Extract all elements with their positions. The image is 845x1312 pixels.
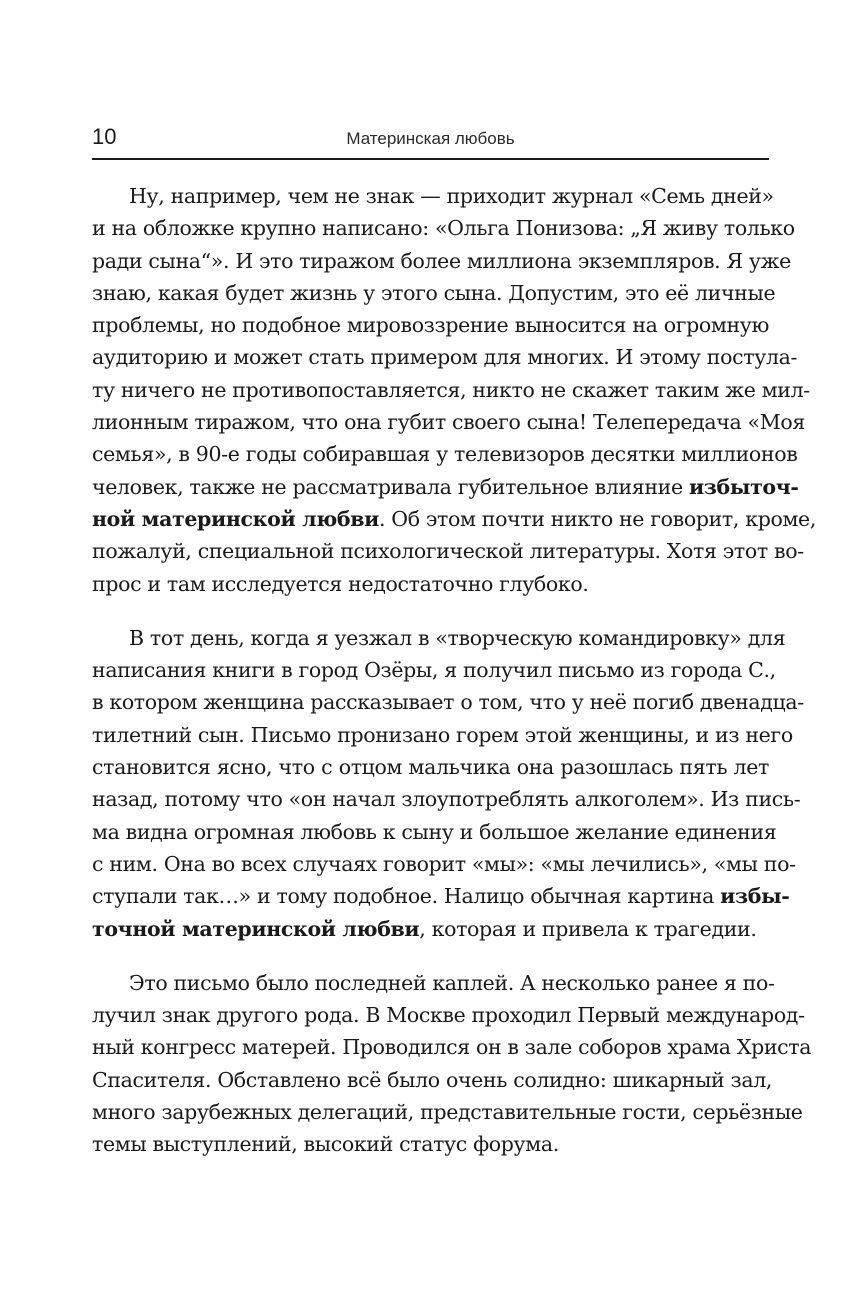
- text-segment: тилетний сын. Письмо пронизано горем этой женщины, и из него: [92, 722, 793, 747]
- text-segment: лионным тиражом, что она губит своего сына! Телепередача «Моя: [92, 410, 805, 435]
- text-segment: человек, также не рассматривала губительное влияние: [92, 474, 689, 499]
- text-segment: в котором женщина рассказывает о том, что у неё погиб двенадца-: [92, 690, 804, 715]
- text-line: [92, 1128, 769, 1160]
- text-line: [92, 999, 805, 1031]
- text-line: [92, 309, 769, 341]
- text-line: [92, 341, 798, 373]
- text-segment: ма видна огромная любовь к сыну и большое желание единения: [92, 819, 777, 844]
- paragraph: [92, 622, 804, 945]
- text-line: [92, 719, 793, 751]
- text-segment: Это письмо было последней каплей. А несколько ранее я по-: [129, 970, 775, 995]
- text-line: [92, 654, 776, 686]
- text-line: [92, 503, 817, 535]
- bold-text-segment: точной материнской любви: [92, 916, 420, 941]
- text-segment: становится ясно, что с отцом мальчика она разошлась пять лет: [92, 755, 769, 780]
- text-line: [92, 568, 769, 600]
- bold-text-segment: избыточ-: [688, 474, 799, 499]
- text-line: [92, 471, 799, 503]
- text-line: [92, 406, 805, 438]
- text-line: [92, 1096, 803, 1128]
- text-segment: семья», в 90-е годы собиравшая у телевизоров десятки миллионов: [92, 442, 798, 467]
- bold-text-segment: ной материнской любви: [92, 506, 379, 531]
- text-segment: Ну, например, чем не знак — приходит журнал «Семь дней»: [129, 184, 774, 208]
- text-line: [92, 1031, 812, 1063]
- text-segment: много зарубежных делегаций, представительные гости, серьёзные: [92, 1100, 803, 1125]
- text-segment: аудиторию и может стать примером для многих. И этому постула-: [92, 345, 798, 370]
- bold-text-segment: избы-: [720, 884, 790, 909]
- text-segment: ту ничего не противопоставляется, никто не скажет таким же мил-: [92, 377, 810, 402]
- text-segment: проблемы, но подобное мировоззрение выносится на огромную: [92, 313, 769, 338]
- text-line: [92, 212, 795, 244]
- paragraph: [92, 180, 817, 600]
- text-segment: написания книги в город Озёры, я получил письмо из города С.,: [92, 658, 776, 683]
- text-line: [92, 180, 774, 212]
- header-rule: [92, 158, 769, 160]
- text-segment: и на обложке крупно написано: «Ольга Понизова: „Я живу только: [92, 216, 795, 241]
- running-title: Материнская любовь: [346, 129, 515, 148]
- text-line: [92, 622, 786, 654]
- text-segment: ный конгресс матерей. Проводился он в зале соборов храма Христа: [92, 1035, 812, 1060]
- text-line: [92, 438, 798, 470]
- text-line: [92, 245, 791, 277]
- text-line: [92, 686, 804, 718]
- text-segment: , которая и привела к трагедии.: [419, 916, 757, 941]
- text-segment: с ним. Она во всех случаях говорит «мы»: «мы лечились», «мы по-: [92, 851, 796, 876]
- text-line: [92, 277, 776, 309]
- text-line: [92, 816, 777, 848]
- text-segment: ступали так…» и тому подобное. Налицо обычная картина: [92, 884, 721, 909]
- text-segment: знаю, какая будет жизнь у этого сына. Допустим, это её личные: [92, 280, 776, 305]
- text-line: [92, 848, 796, 880]
- text-line: [92, 1064, 773, 1096]
- text-segment: лучил знак другого рода. В Москве проходил Первый международ-: [92, 1003, 805, 1028]
- paragraph: [92, 967, 812, 1161]
- page-header: [92, 122, 769, 156]
- text-line: [92, 751, 769, 783]
- text-segment: Спасителя. Обставлено всё было очень солидно: шикарный зал,: [92, 1067, 773, 1092]
- text-line: [92, 783, 801, 815]
- text-segment: пожалуй, специальной психологической литературы. Хотя этот во-: [92, 539, 804, 564]
- text-line: [92, 535, 804, 567]
- text-line: [92, 880, 790, 912]
- text-line: [92, 374, 810, 406]
- text-line: [92, 913, 769, 945]
- body-text: [92, 180, 817, 1183]
- text-segment: ради сына“». И это тиражом более миллиона экземпляров. Я уже: [92, 248, 791, 273]
- text-segment: назад, потому что «он начал злоупотреблять алкоголем». Из пись-: [92, 787, 801, 812]
- text-segment: прос и там исследуется недостаточно глубоко.: [92, 571, 589, 596]
- text-segment: . Об этом почти никто не говорит, кроме,: [378, 506, 817, 531]
- page-number: 10: [92, 124, 117, 149]
- text-segment: темы выступлений, высокий статус форума.: [92, 1132, 559, 1157]
- text-segment: В тот день, когда я уезжал в «творческую командировку» для: [129, 625, 786, 650]
- text-line: [92, 967, 775, 999]
